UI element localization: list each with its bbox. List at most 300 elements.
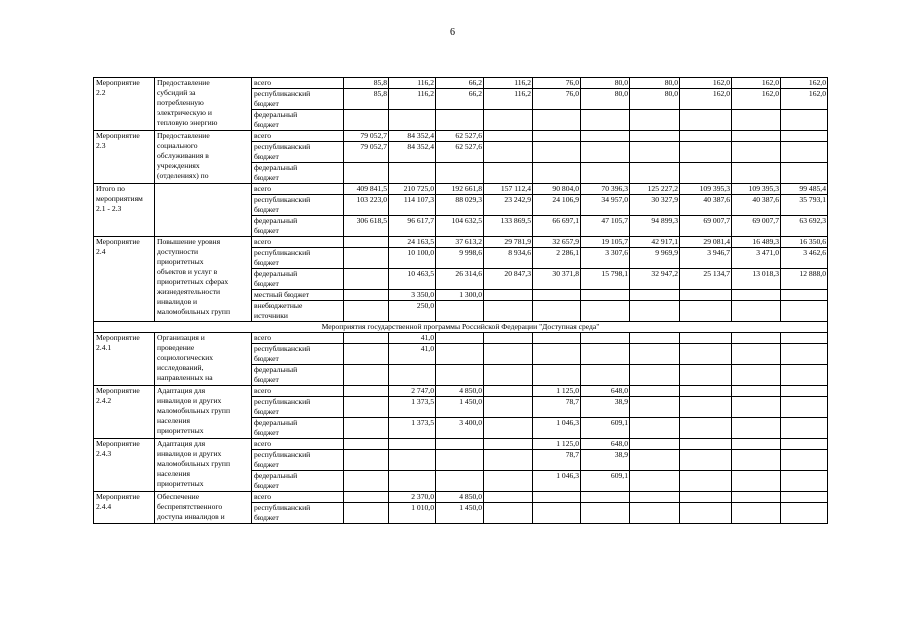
activity-name: Предоставление — [157, 131, 210, 140]
budget-table-body — [94, 78, 828, 524]
funding-source: федеральный — [254, 163, 298, 172]
activity-name: инвалидов и других — [157, 396, 222, 405]
activity-id: Мероприятие — [96, 131, 140, 140]
activity-name-cell — [155, 184, 252, 237]
activity-id: 2.1 - 2.3 — [96, 204, 122, 213]
value-cell — [436, 439, 484, 450]
value-cell — [680, 163, 732, 184]
value-cell: 162,0 — [732, 78, 781, 89]
funding-source-cell — [252, 301, 344, 322]
activity-name: инвалидов и других — [157, 449, 222, 458]
activity-name: Предоставление — [157, 78, 210, 87]
activity-name-cell — [155, 492, 252, 524]
value-cell — [344, 269, 389, 290]
value-cell — [436, 333, 484, 344]
activity-name: учреждениях — [157, 161, 200, 170]
value-cell: 2 286,1 — [533, 248, 581, 269]
value-cell — [630, 418, 680, 439]
activity-name: (отделениях) по — [157, 171, 209, 180]
value-cell: 109 395,3 — [732, 184, 781, 195]
activity-name: Повышение уровня — [157, 237, 221, 246]
value-cell — [630, 439, 680, 450]
value-cell: 1 450,0 — [436, 503, 484, 524]
value-cell — [484, 386, 533, 397]
value-cell: 9 969,9 — [630, 248, 680, 269]
funding-source: всего — [254, 184, 272, 193]
value-cell — [389, 163, 436, 184]
activity-id: 2.4 — [96, 247, 106, 256]
value-cell — [389, 450, 436, 471]
value-cell: 2 747,0 — [389, 386, 436, 397]
value-cell: 63 692,3 — [781, 216, 828, 237]
value-cell — [630, 450, 680, 471]
value-cell: 250,0 — [389, 301, 436, 322]
funding-source-cell — [252, 492, 344, 503]
value-cell — [781, 290, 828, 301]
value-cell: 13 018,3 — [732, 269, 781, 290]
activity-name: социального — [157, 141, 198, 150]
value-cell — [344, 439, 389, 450]
value-cell — [781, 110, 828, 131]
value-cell: 99 485,4 — [781, 184, 828, 195]
value-cell: 66,2 — [436, 89, 484, 110]
funding-source: бюджет — [254, 99, 279, 108]
value-cell: 116,2 — [389, 89, 436, 110]
value-cell — [344, 110, 389, 131]
value-cell: 30 327,9 — [630, 195, 680, 216]
value-cell: 104 632,5 — [436, 216, 484, 237]
funding-source: бюджет — [254, 513, 279, 522]
activity-id: 2.4.2 — [96, 396, 112, 405]
value-cell: 3 307,6 — [581, 248, 630, 269]
activity-id: 2.2 — [96, 88, 106, 97]
value-cell: 38,9 — [581, 450, 630, 471]
activity-name-cell — [155, 78, 252, 131]
value-cell — [630, 333, 680, 344]
value-cell — [732, 110, 781, 131]
value-cell: 84 352,4 — [389, 131, 436, 142]
section-row — [94, 322, 828, 333]
value-cell — [484, 344, 533, 365]
value-cell: 70 396,3 — [581, 184, 630, 195]
value-cell: 41,0 — [389, 333, 436, 344]
activity-name: приоритетных — [157, 257, 204, 266]
funding-source: федеральный — [254, 471, 298, 480]
value-cell: 37 613,2 — [436, 237, 484, 248]
funding-source: всего — [254, 386, 272, 395]
value-cell — [344, 365, 389, 386]
activity-id-cell — [94, 78, 155, 131]
value-cell: 133 869,5 — [484, 216, 533, 237]
value-cell — [533, 365, 581, 386]
value-cell — [781, 471, 828, 492]
value-cell — [732, 471, 781, 492]
value-cell — [781, 386, 828, 397]
value-cell: 9 998,6 — [436, 248, 484, 269]
funding-source-cell — [252, 78, 344, 89]
activity-name: обслуживания в — [157, 151, 209, 160]
value-cell — [436, 110, 484, 131]
value-cell: 1 373,5 — [389, 418, 436, 439]
value-cell — [630, 492, 680, 503]
value-cell — [732, 492, 781, 503]
value-cell: 94 899,3 — [630, 216, 680, 237]
value-cell: 62 527,6 — [436, 142, 484, 163]
funding-source: бюджет — [254, 258, 279, 267]
activity-id: Мероприятие — [96, 386, 140, 395]
value-cell: 85,8 — [344, 78, 389, 89]
value-cell — [436, 471, 484, 492]
value-cell: 96 617,7 — [389, 216, 436, 237]
budget-table — [93, 77, 828, 524]
funding-source-cell — [252, 89, 344, 110]
value-cell — [484, 365, 533, 386]
value-cell — [436, 301, 484, 322]
value-cell — [484, 301, 533, 322]
value-cell: 306 618,5 — [344, 216, 389, 237]
value-cell: 162,0 — [680, 78, 732, 89]
value-cell: 29 781,9 — [484, 237, 533, 248]
value-cell — [436, 365, 484, 386]
value-cell: 2 370,0 — [389, 492, 436, 503]
funding-source: всего — [254, 439, 272, 448]
value-cell — [732, 333, 781, 344]
value-cell: 1 010,0 — [389, 503, 436, 524]
activity-name: доступности — [157, 247, 199, 256]
table-row — [94, 386, 828, 397]
value-cell: 16 350,6 — [781, 237, 828, 248]
funding-source: бюджет — [254, 460, 279, 469]
value-cell — [680, 110, 732, 131]
value-cell: 12 888,0 — [781, 269, 828, 290]
value-cell: 1 125,0 — [533, 439, 581, 450]
value-cell — [732, 418, 781, 439]
value-cell — [533, 110, 581, 131]
value-cell — [344, 301, 389, 322]
funding-source: внебюджетные — [254, 301, 303, 310]
funding-source-cell — [252, 216, 344, 237]
value-cell — [581, 344, 630, 365]
funding-source-cell — [252, 439, 344, 450]
value-cell: 116,2 — [484, 78, 533, 89]
value-cell: 47 105,7 — [581, 216, 630, 237]
value-cell: 3 350,0 — [389, 290, 436, 301]
value-cell — [630, 163, 680, 184]
value-cell — [344, 344, 389, 365]
value-cell: 80,0 — [581, 89, 630, 110]
funding-source: бюджет — [254, 279, 279, 288]
funding-source: всего — [254, 78, 272, 87]
value-cell — [781, 418, 828, 439]
value-cell — [781, 492, 828, 503]
funding-source-cell — [252, 365, 344, 386]
value-cell — [781, 397, 828, 418]
value-cell — [344, 450, 389, 471]
table-row — [94, 492, 828, 503]
funding-source-cell — [252, 195, 344, 216]
activity-id: Мероприятие — [96, 237, 140, 246]
value-cell — [732, 450, 781, 471]
value-cell: 125 227,2 — [630, 184, 680, 195]
value-cell — [344, 290, 389, 301]
value-cell: 1 300,0 — [436, 290, 484, 301]
value-cell — [484, 439, 533, 450]
value-cell: 32 657,9 — [533, 237, 581, 248]
value-cell — [344, 333, 389, 344]
activity-name: тепловую энергию — [157, 118, 218, 127]
value-cell: 88 029,3 — [436, 195, 484, 216]
value-cell — [484, 397, 533, 418]
activity-id: 2.4.1 — [96, 343, 112, 352]
value-cell — [732, 503, 781, 524]
value-cell: 103 223,0 — [344, 195, 389, 216]
table-row — [94, 439, 828, 450]
value-cell — [732, 290, 781, 301]
value-cell — [630, 131, 680, 142]
value-cell: 80,0 — [630, 78, 680, 89]
value-cell — [581, 163, 630, 184]
activity-name: инвалидов и — [157, 297, 198, 306]
value-cell — [389, 439, 436, 450]
value-cell — [581, 503, 630, 524]
funding-source: бюджет — [254, 481, 279, 490]
value-cell — [436, 163, 484, 184]
value-cell — [533, 163, 581, 184]
value-cell — [533, 131, 581, 142]
funding-source: республиканский — [254, 450, 311, 459]
value-cell — [533, 142, 581, 163]
value-cell — [533, 290, 581, 301]
value-cell — [630, 142, 680, 163]
value-cell — [581, 110, 630, 131]
value-cell — [581, 131, 630, 142]
value-cell: 3 471,0 — [732, 248, 781, 269]
value-cell: 162,0 — [732, 89, 781, 110]
funding-source-cell — [252, 110, 344, 131]
value-cell — [581, 333, 630, 344]
funding-source: федеральный — [254, 216, 298, 225]
value-cell: 40 387,6 — [680, 195, 732, 216]
value-cell — [680, 344, 732, 365]
funding-source: всего — [254, 492, 272, 501]
value-cell — [630, 110, 680, 131]
value-cell: 30 371,8 — [533, 269, 581, 290]
value-cell: 162,0 — [781, 78, 828, 89]
value-cell: 40 387,6 — [732, 195, 781, 216]
value-cell: 41,0 — [389, 344, 436, 365]
page-number: 6 — [450, 27, 455, 38]
value-cell — [484, 418, 533, 439]
value-cell: 157 112,4 — [484, 184, 533, 195]
activity-id: Мероприятие — [96, 333, 140, 342]
value-cell — [389, 365, 436, 386]
funding-source-cell — [252, 333, 344, 344]
value-cell: 4 850,0 — [436, 386, 484, 397]
value-cell: 23 242,9 — [484, 195, 533, 216]
value-cell: 78,7 — [533, 397, 581, 418]
value-cell: 4 850,0 — [436, 492, 484, 503]
funding-source-cell — [252, 418, 344, 439]
funding-source: федеральный — [254, 365, 298, 374]
value-cell: 79 052,7 — [344, 142, 389, 163]
funding-source-cell — [252, 142, 344, 163]
value-cell: 109 395,3 — [680, 184, 732, 195]
value-cell — [630, 344, 680, 365]
activity-name: объектов и услуг в — [157, 267, 218, 276]
value-cell — [344, 163, 389, 184]
funding-source: федеральный — [254, 269, 298, 278]
value-cell: 1 450,0 — [436, 397, 484, 418]
value-cell — [344, 471, 389, 492]
activity-id-cell — [94, 386, 155, 439]
value-cell — [344, 248, 389, 269]
activity-id-cell — [94, 333, 155, 386]
value-cell — [630, 397, 680, 418]
value-cell — [484, 290, 533, 301]
value-cell — [389, 471, 436, 492]
value-cell — [344, 386, 389, 397]
value-cell — [484, 163, 533, 184]
value-cell — [732, 131, 781, 142]
value-cell — [732, 344, 781, 365]
value-cell — [581, 290, 630, 301]
activity-name: проведение — [157, 343, 195, 352]
value-cell — [344, 492, 389, 503]
value-cell — [484, 142, 533, 163]
funding-source-cell — [252, 344, 344, 365]
value-cell: 3 946,7 — [680, 248, 732, 269]
value-cell: 84 352,4 — [389, 142, 436, 163]
value-cell: 1 046,3 — [533, 418, 581, 439]
activity-id: Итого по — [96, 184, 125, 193]
value-cell: 648,0 — [581, 386, 630, 397]
activity-name: Адаптация для — [157, 439, 206, 448]
funding-source: федеральный — [254, 110, 298, 119]
value-cell: 76,0 — [533, 78, 581, 89]
value-cell: 8 934,6 — [484, 248, 533, 269]
activity-name: населения — [157, 416, 191, 425]
value-cell — [680, 365, 732, 386]
value-cell: 78,7 — [533, 450, 581, 471]
activity-name-cell — [155, 386, 252, 439]
funding-source-cell — [252, 450, 344, 471]
value-cell: 24 163,5 — [389, 237, 436, 248]
value-cell — [533, 301, 581, 322]
value-cell — [533, 344, 581, 365]
activity-id: Мероприятие — [96, 439, 140, 448]
value-cell: 25 134,7 — [680, 269, 732, 290]
value-cell — [781, 439, 828, 450]
activity-name: маломобильных групп — [157, 459, 231, 468]
value-cell: 1 046,3 — [533, 471, 581, 492]
table-row — [94, 237, 828, 248]
funding-source: республиканский — [254, 503, 311, 512]
value-cell: 1 373,5 — [389, 397, 436, 418]
activity-name: приоритетных сферах — [157, 277, 229, 286]
value-cell: 409 841,5 — [344, 184, 389, 195]
activity-name: маломобильных групп — [157, 307, 231, 316]
activity-name-cell — [155, 237, 252, 322]
activity-name: субсидий за — [157, 88, 196, 97]
activity-id: Мероприятие — [96, 78, 140, 87]
value-cell — [680, 439, 732, 450]
value-cell — [630, 471, 680, 492]
activity-id-cell — [94, 439, 155, 492]
activity-name-cell — [155, 439, 252, 492]
value-cell — [484, 131, 533, 142]
activity-id-cell — [94, 131, 155, 184]
value-cell: 609,1 — [581, 418, 630, 439]
value-cell: 648,0 — [581, 439, 630, 450]
activity-id: 2.3 — [96, 141, 106, 150]
value-cell — [436, 450, 484, 471]
funding-source-cell — [252, 131, 344, 142]
value-cell: 42 917,1 — [630, 237, 680, 248]
funding-source: всего — [254, 333, 272, 342]
activity-name: исследований, — [157, 363, 204, 372]
activity-name-cell — [155, 131, 252, 184]
value-cell — [732, 386, 781, 397]
value-cell — [389, 110, 436, 131]
funding-source-cell — [252, 237, 344, 248]
funding-source: республиканский — [254, 142, 311, 151]
funding-source: республиканский — [254, 89, 311, 98]
funding-source: бюджет — [254, 152, 279, 161]
table-row — [94, 131, 828, 142]
value-cell: 80,0 — [581, 78, 630, 89]
value-cell: 162,0 — [781, 89, 828, 110]
value-cell — [781, 344, 828, 365]
value-cell — [680, 503, 732, 524]
funding-source: бюджет — [254, 354, 279, 363]
value-cell — [781, 131, 828, 142]
value-cell — [781, 163, 828, 184]
funding-source: бюджет — [254, 407, 279, 416]
value-cell — [781, 450, 828, 471]
funding-source-cell — [252, 471, 344, 492]
value-cell: 116,2 — [389, 78, 436, 89]
activity-name: социологических — [157, 353, 214, 362]
activity-id-cell — [94, 237, 155, 322]
value-cell: 16 489,3 — [732, 237, 781, 248]
value-cell — [680, 142, 732, 163]
funding-source: федеральный — [254, 418, 298, 427]
activity-name: беспрепятственного — [157, 502, 223, 511]
value-cell: 76,0 — [533, 89, 581, 110]
value-cell — [630, 290, 680, 301]
funding-source: бюджет — [254, 428, 279, 437]
funding-source-cell — [252, 386, 344, 397]
value-cell — [484, 471, 533, 492]
funding-source: всего — [254, 237, 272, 246]
value-cell — [680, 301, 732, 322]
table-row — [94, 184, 828, 195]
activity-name: электрическую и — [157, 108, 212, 117]
value-cell — [581, 301, 630, 322]
value-cell: 19 105,7 — [581, 237, 630, 248]
value-cell: 1 125,0 — [533, 386, 581, 397]
value-cell — [732, 365, 781, 386]
value-cell: 69 007,7 — [732, 216, 781, 237]
value-cell — [732, 142, 781, 163]
value-cell — [630, 386, 680, 397]
funding-source-cell — [252, 269, 344, 290]
funding-source: источники — [254, 311, 288, 320]
value-cell — [484, 110, 533, 131]
value-cell — [781, 301, 828, 322]
value-cell: 38,9 — [581, 397, 630, 418]
value-cell — [484, 333, 533, 344]
